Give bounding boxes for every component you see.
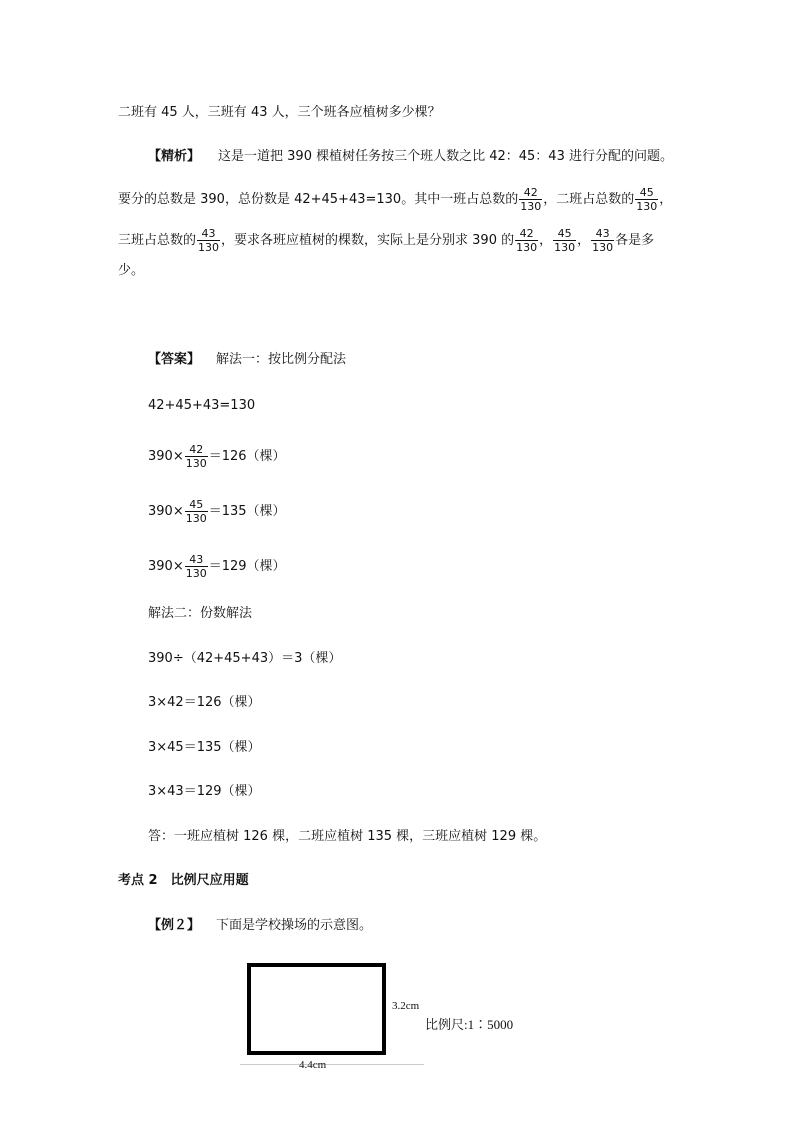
- answer-sum: 42+45+43=130: [148, 398, 256, 413]
- scale-label: 比例尺:1∶5000: [425, 1017, 514, 1032]
- fraction-43-130: $\frac{43}{130}$: [198, 227, 220, 254]
- equation-3-prefix: 390×: [148, 559, 184, 574]
- equation-1: [148, 443, 286, 470]
- analysis-text-3c: ，: [539, 233, 553, 248]
- fraction-45-130-b: $\frac{45}{130}$: [554, 227, 576, 254]
- width-baseline: [240, 1064, 424, 1065]
- analysis-tag: 【精析】: [148, 149, 201, 164]
- analysis-text-3a: 三班占总数的: [118, 233, 197, 248]
- multiply-line-2: 3×45＝135（棵）: [148, 740, 261, 755]
- answer-header: [148, 351, 346, 369]
- section-2-heading: 考点 2 比例尺应用题: [118, 873, 249, 888]
- method-1-title: 解法一：按比例分配法: [216, 352, 347, 367]
- analysis-text-3e: 各是多: [615, 233, 655, 248]
- example-2: [148, 917, 372, 935]
- equation-3: [148, 553, 286, 580]
- equation-2: [148, 498, 286, 525]
- analysis-text-2b: ，二班占总数的: [543, 192, 635, 207]
- analysis-line-1: [148, 148, 673, 166]
- analysis-line-2: [118, 186, 672, 213]
- multiply-line-1: 3×42＝126（棵）: [148, 695, 261, 710]
- division-line: 390÷（42+45+43）＝3（棵）: [148, 651, 342, 666]
- multiply-line-3: 3×43＝129（棵）: [148, 784, 261, 799]
- analysis-text-3b: ，要求各班应植树的棵数，实际上是分别求 390 的: [221, 233, 515, 248]
- equation-2-fraction: $\frac{45}{130}$: [185, 498, 207, 525]
- answer-tag: 【答案】: [148, 352, 201, 367]
- conclusion: 答：一班应植树 126 棵，二班应植树 135 棵，三班应植树 129 棵。: [148, 829, 547, 844]
- method-2-title: 解法二：份数解法: [148, 606, 253, 621]
- equation-1-fraction: $\frac{42}{130}$: [185, 443, 207, 470]
- equation-2-result: ＝135（棵）: [208, 504, 286, 519]
- analysis-line-4: 少。: [118, 263, 145, 278]
- analysis-text-2a: 要分的总数是 390，总份数是 42+45+43=130。其中一班占总数的: [118, 192, 519, 207]
- fraction-45-130: $\frac{45}{130}$: [636, 186, 658, 213]
- fraction-43-130-b: $\frac{43}{130}$: [592, 227, 614, 254]
- equation-3-result: ＝129（棵）: [208, 559, 286, 574]
- example-2-text: 下面是学校操场的示意图。: [216, 918, 373, 933]
- width-label: 4.4cm: [299, 1059, 327, 1071]
- example-2-tag: 【例２】: [148, 918, 201, 933]
- analysis-text-1: 这是一道把 390 棵植树任务按三个班人数之比 42：45：43 进行分配的问题。: [218, 149, 673, 164]
- problem-text: 二班有 45 人，三班有 43 人，三个班各应植树多少棵？: [118, 105, 441, 120]
- height-label: 3.2cm: [392, 1000, 420, 1012]
- fraction-42-130-b: $\frac{42}{130}$: [516, 227, 538, 254]
- analysis-text-2c: ，: [659, 192, 673, 207]
- fraction-42-130: $\frac{42}{130}$: [520, 186, 542, 213]
- equation-2-prefix: 390×: [148, 504, 184, 519]
- analysis-line-3: [118, 227, 654, 254]
- equation-1-result: ＝126（棵）: [208, 449, 286, 464]
- equation-3-fraction: $\frac{43}{130}$: [185, 553, 207, 580]
- equation-1-prefix: 390×: [148, 449, 184, 464]
- analysis-text-3d: ，: [577, 233, 591, 248]
- playground-rectangle: [247, 963, 386, 1055]
